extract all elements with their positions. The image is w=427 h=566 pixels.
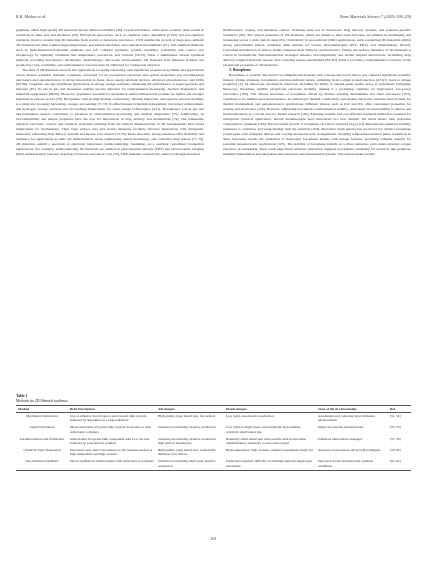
cell-advantages: High quality, large lateral size, controllable thickness, few defects — [158, 448, 216, 457]
right-text-column — [223, 28, 411, 390]
cell-description: Intercalation of layered bulk compounds with Li or Na ions followed by sonication in solution — [70, 436, 150, 445]
running-header-authors: R.K. Mishra et al. — [16, 14, 47, 19]
cell-state: Enhanced intercalation strategies — [318, 436, 363, 441]
cell-ref: [55, 56] — [390, 425, 401, 430]
table-row — [16, 447, 411, 458]
cell-advantages: Solution processibility, massive production, high yield of monolayers — [158, 436, 217, 445]
cell-advantages: Solution processibility, high yield, massive production — [156, 458, 224, 470]
cell-ref: [52, 54] — [390, 414, 401, 419]
column-header: Method — [16, 406, 68, 413]
cell-state: Advances in precursors and growth techniques — [318, 448, 381, 453]
paragraph: modifications, doping, and thickness control, facilitates their use in biosensors, drug delivery systems, and sequence-specific transistors [80]. The optical properties of 2D materials, which are linked to their band structure, are utilized in bioimaging and biosensing across a wide optical range [81]. Particularly in near-infrared (NIR) applications, semi-conducting 2D materials exhibit strong photothermal effects, rendering them suitable for various photothermapies (PTT, PDT), and chemotherapy [81,82]. Controlled introduction of defects further enhances their utility in optoelectronics. Finally, the surface chemistry of 2D materials is crucial in biomedicine. Functionalization strategies enhance biocompatibility and enable targeted interactions, facilitating drug delivery, targeted molecule release, and controlled release mechanisms [83–85]. Table 2 provides a comprehensive overview of the exceptional properties of 2D materials. — [223, 28, 411, 67]
cell-disadvantages: Relatively small lateral size with possible defects and phase transformation, sensitivity to water and oxygen — [226, 436, 307, 445]
cell-method: Mechanical Exfoliation — [26, 414, 58, 419]
cell-disadvantages: Low yield of single layers, uncontrollable layer number, relatively small lateral size — [226, 425, 302, 434]
table-header-row — [16, 406, 411, 413]
table-caption — [16, 394, 68, 403]
cell-description: Use of adhesive Scotch tape to peel layered bulk crystals, followed by deposition on a target substrate — [70, 414, 147, 423]
cell-advantages: High quality, large lateral size, few defects — [158, 414, 216, 419]
cell-disadvantages: High temperature, high vacuum, complex experiments, high cost — [226, 448, 313, 453]
cell-advantages: Solution processibility, massive production — [158, 425, 216, 430]
table-label: Table 1 — [16, 394, 28, 398]
table-row — [16, 436, 411, 447]
column-header: State of the Art Knowledge — [316, 406, 388, 413]
cell-method: Liquid Exfoliation — [29, 425, 55, 430]
cell-state: Tailored solvents and improved synthetic conditions — [316, 458, 388, 470]
methods-table — [16, 405, 411, 471]
running-header-journal: Nano Materials Science 7 (2025) 199–230 — [339, 14, 411, 19]
paragraph: Borophene, a recently discovered two-dimensional material with a hexagonal boron lattice, has captured significant scientific interest. Unlike graphene, borophene's electron-deficient nature, stemming from a single p-shell electron (2s²2p¹), leads to unique properties [4]. Its anisotropic mechanical behaviour, including the ability to expand under tensile stress, is particularly intriguing. Moreover, borophene exhibits exceptional electronic mobility, making it a promising candidate for high-speed, low-power electronics [100]. The diverse structures of borophene, driven by distinct bonding mechanisms and sheet precursors [101], contribute to its multifaceted characteristics. Its anisotropic thermal conductivity and distinct electronic structure hold promise for thermal management and nanoelectronics applications. Different phases, such as β12 and X3, offer customized properties for sensing and electronics [102]. However, addressing borophene's environmental stability, particularly its susceptibility to defects and functionalisation, is a crucial area for further research [103]. Ensuring scalable and cost-effective synthesis methods is essential for widespread practical application. Recent breakthroughs have introduced two new metallic 2D boron sheets with properties comparable to graphene [104]. The successful growth of borophene on a silver substrate (Ag (111)) demonstrates enhanced stability, resistance to oxidation, and weak binding with the substrate [104]. Molecular beam epitaxy has produced two distinct borophene polymorphs with triangular lattices and varying hexagonal hole arrangements. Studying temperature-induced phase transitions in these structures reveals the formation of monolayer borophene islands with unique features, providing valuable insights for potential nanoelectronic applications [105]. The stability of borophene islands on a silver substrate, even under elevated oxygen exposure, is remarkable. Their weak edge-based substrate interaction suggests borophene's suitability for isolation, like graphene, enabling manipulation and integration into electronic and nanomaterial systems. Theoretical studies predict — [223, 72, 411, 156]
table-caption-text: Methods for 2D Material synthesis. — [16, 398, 69, 403]
cell-disadvantages: Low yield, non-massive production — [226, 414, 274, 419]
table-row — [16, 413, 411, 425]
cell-state: Automation and controlled layer thickness advancements — [318, 414, 375, 423]
cell-method: Wet-Chemical Synthesis — [16, 458, 68, 470]
cell-description: Direct sonication of layered bulk crystals in solvents or with surfactants/ polymers — [70, 425, 151, 434]
section-heading: 3. Borophene — [229, 67, 251, 72]
column-header: Ref. — [388, 406, 411, 413]
cell-ref: [57, 58] — [390, 436, 401, 441]
cell-state: Improved solvents and surfactants — [318, 425, 364, 430]
column-header: Advantages — [156, 406, 224, 413]
paragraph: The field of 2D materials research and applications is rapidly advancing, with significant progress in synthesis and applications across diverse scientific domains. Graphene, renowned for its exceptional electronic and optical properties, has revolutionized electronics and optoelectronics. It drives innovation in faster, more energy-efficient devices, advanced photodetectors, and LEDs [63–66]. Graphene also has significant applications in energy storage solutions, enhancing the performance of supercapacitors and batteries [67]. Its use in gas and biosensors enables precise detection for environmental monitoring, medical diagnostics, and industrial applications [68,69]. Moreover, graphene's potential for mechanical reinforcement holds promise for lighter and stronger materials in various sectors [70]. Borophene, with its high thermal conductivity, metallic behaviour, and superior electron mobility, is a rising star in energy harvesting, storage, and sensing [71,72]. Its effectiveness in thermal management, ion battery enhancement, and hydrogen storage solutions has far-reaching implications for clean energy technologies [4,71]. Borophene's role in gas and electrochemical sensors contributes to advances in environmental monitoring and medical diagnostics [73]. Additionally, its biocompatibility and unique properties pave the way for innovations in drug delivery and biomaterials [74]. The remarkable physical, electronic, optical, and chemical properties resulting from the reduced dimensionality of 2D nanomaterials have broad implications for biomedicine. Their large surface area and atomic thickness facilitate effective interactions with therapeutic molecules, enhancing drug delivery systems and nucleic acid carriers [75,76]. These ultra-thin, strong structures offer flexibility and resilience for applications in stem cell differentiation, tissue engineering, neural monitoring, and controlled drug release [77–79]. 2D materials exhibit a spectrum of electronic behaviours (semiconducting, insulating, etc.), enabling customized biomedical applications. For example, semiconducting 2D materials are utilized in photodynamic therapy (PDT) and photoacoustic imaging (PAI), demonstrating selective targeting of bacteria and cancer cells [79]. Their tuneable conductivity, achieved through structural — [16, 67, 204, 156]
cell-description: Precursors react and/or decompose on the substrate surface at high temperature and high vacuum — [70, 448, 153, 457]
page-number: 201 — [210, 536, 217, 541]
cell-ref: [59, 60] — [390, 448, 401, 453]
cell-ref: [61, 62] — [388, 458, 411, 470]
column-header: Disadvantages — [224, 406, 316, 413]
cell-method: Ion-Intercalation and Exfoliation — [19, 436, 64, 441]
column-header: Brief Description — [68, 406, 156, 413]
cell-method: Chemical Vapor Deposition — [23, 448, 61, 453]
cell-description: Direct synthesis in solution phase with surfactants or polymers — [68, 458, 156, 470]
table-row — [16, 424, 411, 435]
paragraph: graphene, offers high-quality 2D materials but has limited scalability [49]. Liquid exfoliation, while more scalable, often results in variations in flake size and thickness [50]. Bottom-up approaches, such as chemical vapor deposition (CVD) and wet-chemical synthesis, involve constructing 2D materials from atomic or molecular precursors. CVD enables the growth of large-area, uniform 2D materials but often requires high temperatures, specialized substrates, and controlled environments [51]. Wet-chemical methods, such as hydrothermal/solvothermal synthesis and soft colloidal synthesis, provide versatility, scalability, and control over morphology by adjusting conditions like temperature, precursors, and solvents [52,53]. Table 1 summarizes various synthesis methods, providing descriptions, advantages, disadvantages, and recent advancements. 2D materials hold immense promise, but production costs, scalability, and environmental concerns must be addressed for widespread adoption. — [16, 28, 204, 67]
cell-disadvantages: Surfactants required, difficulty in obtaining uniform single-layer nanosheets — [224, 458, 316, 470]
left-text-column — [16, 28, 204, 390]
table-row — [16, 458, 411, 470]
